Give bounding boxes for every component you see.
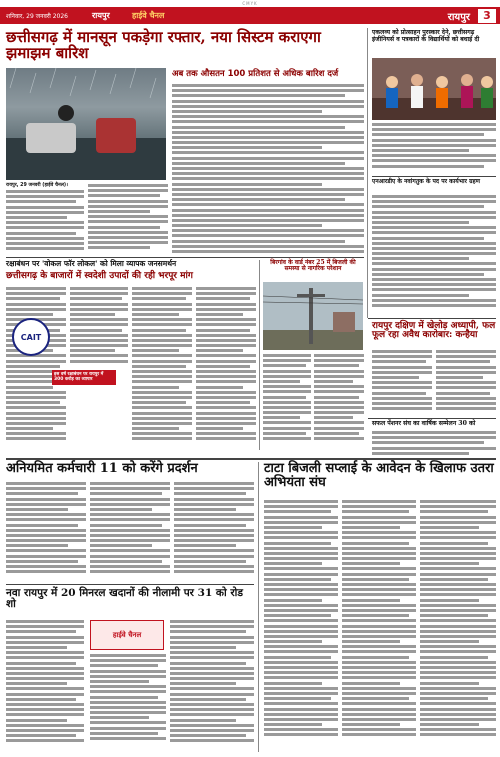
lead-body-right bbox=[172, 84, 364, 254]
cait-logo bbox=[12, 318, 50, 356]
sangh-headline: सफल पेंशनर संघ का वार्षिक सम्मेलन 30 को bbox=[372, 420, 476, 427]
cait-logo-text: CAIT bbox=[20, 332, 42, 342]
right-mid-body bbox=[372, 195, 496, 315]
header-date: शनिवार, 29 जनवरी 2026 bbox=[6, 12, 68, 20]
nilami-headline: नवा रायपुर में 20 मिनरल खदानों की नीलामी पर 31 को रोड शो bbox=[6, 587, 243, 611]
award-ceremony-graphic bbox=[372, 58, 496, 120]
tata-body-col2 bbox=[342, 500, 416, 752]
rain-scene-graphic bbox=[6, 68, 166, 180]
lead-dateline: रायपुर, 29 जनवरी (हाईवे चैनल)। bbox=[6, 183, 68, 188]
bottom-middle-divider bbox=[258, 462, 259, 752]
vocal-body-col2 bbox=[70, 287, 128, 447]
right-mid-headline: एनआरडीए के नवांगतुक के पद पर कार्यभार ग्रहण bbox=[372, 178, 481, 185]
nilami-body-col3 bbox=[170, 620, 254, 752]
tata-body-col3 bbox=[420, 500, 496, 752]
karmachari-body-col3 bbox=[174, 482, 254, 580]
dakshin-body-col2 bbox=[436, 350, 496, 416]
right-divider-1 bbox=[372, 176, 496, 177]
column-divider bbox=[367, 28, 368, 318]
right-divider-3 bbox=[368, 418, 496, 419]
vocal-body-col1 bbox=[6, 287, 66, 447]
vocal-headline: रक्षाबंधन पर 'वोकल फॉर लोकल' को मिला व्यापक जनसमर्थन bbox=[6, 259, 177, 268]
lead-headline: छत्तीसगढ़ में मानसून पकड़ेगा रफ्तार, नया सिस्टम कराएगा झमाझम बारिश bbox=[6, 28, 321, 62]
karmachari-body-col2 bbox=[90, 482, 170, 580]
ad-box-label: हाईवे चैनल bbox=[112, 630, 142, 639]
lead-divider bbox=[6, 257, 364, 258]
page-header bbox=[0, 7, 500, 24]
vocal-caption: इस वर्ष रक्षाबंधन पर रायपुर में 300 करोड़ का व्यापार bbox=[52, 370, 116, 385]
middle-divider bbox=[259, 260, 260, 450]
nilami-body-col1 bbox=[6, 620, 84, 752]
registration-mark: CMYK bbox=[242, 1, 258, 6]
header-brand: हाईवे चैनल bbox=[132, 11, 165, 20]
right-top-photo bbox=[372, 58, 496, 120]
vocal-subhead: छत्तीसगढ़ के बाजारों में स्वदेशी उपादों की रही भरपूर मांग bbox=[6, 271, 193, 281]
bottom-section-divider bbox=[6, 458, 496, 460]
nilami-divider bbox=[6, 584, 254, 585]
tata-body-col1 bbox=[264, 500, 338, 752]
right-top-headline: एकलव्य को प्रोत्साहन पुरस्कार देने, छत्तीसगढ़ इंजीनियर्स व पत्रकारों के विद्यार्थियों को बधाई दी bbox=[372, 29, 480, 43]
lead-subhead: अब तक औसतन 100 प्रतिशत से अधिक बारिश दर्ज bbox=[172, 69, 339, 79]
bijli-headline: बिरगांव के वार्ड नंबर 25 में बिजली की समस्या से नागरिक परेशान bbox=[270, 259, 356, 273]
vocal-body-col4 bbox=[196, 287, 256, 447]
karmachari-headline: अनियमित कर्मचारी 11 को करेंगे प्रदर्शन bbox=[6, 461, 198, 476]
bijli-photo bbox=[263, 282, 363, 350]
page-number: 3 bbox=[478, 9, 496, 23]
dakshin-headline: रायपुर दक्षिण में खेलोड़ अध्यापी, फल फूल रहा अवैध कारोबार: कन्हैया bbox=[372, 321, 496, 341]
lead-photo bbox=[6, 68, 166, 180]
header-city: रायपुर bbox=[92, 11, 110, 20]
dakshin-body-col1 bbox=[372, 350, 432, 416]
nilami-body-col2 bbox=[90, 654, 166, 752]
highway-channel-ad-box bbox=[90, 620, 164, 650]
karmachari-body-col1 bbox=[6, 482, 86, 580]
bijli-body-col2 bbox=[314, 354, 364, 448]
header-section: रायपुर bbox=[447, 11, 470, 23]
tata-headline: टाटा बिजली सप्लाई के आवेदन के खिलाफ उतरा अभियंता संघ bbox=[264, 461, 494, 490]
vocal-body-col3 bbox=[132, 287, 192, 447]
lead-body-col2 bbox=[88, 184, 168, 254]
sangh-body bbox=[372, 431, 496, 457]
bijli-body-col1 bbox=[263, 354, 311, 448]
right-top-body bbox=[372, 123, 496, 173]
lead-body-col1 bbox=[6, 190, 84, 254]
right-divider-2 bbox=[368, 318, 496, 319]
electric-pole-graphic bbox=[263, 282, 363, 350]
